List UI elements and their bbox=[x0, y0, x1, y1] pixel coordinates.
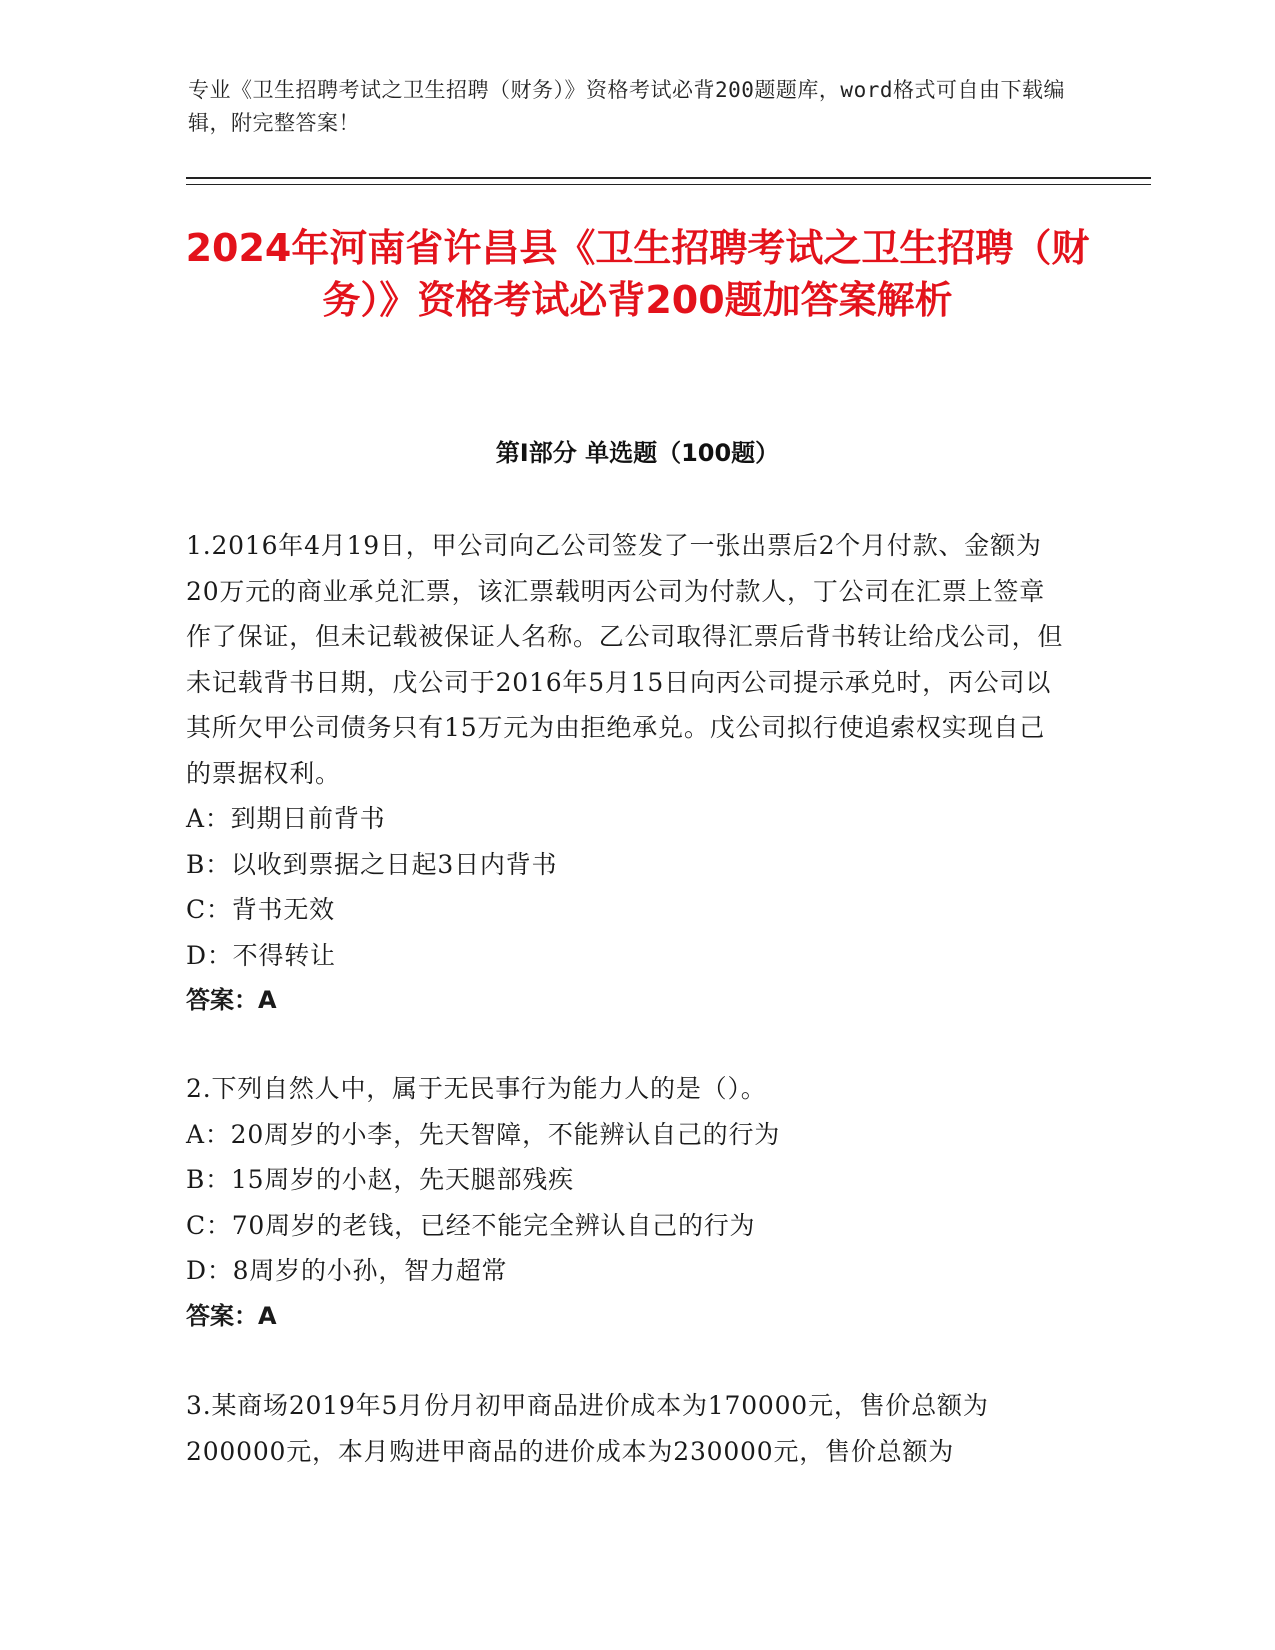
option-c: C：背书无效 bbox=[186, 895, 335, 924]
answer: 答案：A bbox=[186, 1301, 277, 1330]
question-3 bbox=[186, 1383, 1066, 1474]
header-divider bbox=[186, 177, 1151, 179]
option-a: A：20周岁的小李，先天智障，不能辨认自己的行为 bbox=[186, 1119, 781, 1149]
option-d: D：8周岁的小孙，智力超常 bbox=[186, 1256, 508, 1285]
section-title: 第I部分 单选题（100题） bbox=[495, 439, 780, 467]
option-a: A：到期日前背书 bbox=[186, 804, 386, 833]
option-d: D：不得转让 bbox=[186, 940, 336, 970]
answer: 答案：A bbox=[186, 986, 277, 1014]
question-1 bbox=[186, 523, 1066, 1024]
question-stem: 3.某商场2019年5月份月初甲商品进价成本为170000元，售价总额为200000元，本月购进甲商品的进价成本为230000元，售价总额为 bbox=[186, 1391, 989, 1466]
option-c: C：70周岁的老钱，已经不能完全辨认自己的行为 bbox=[186, 1210, 756, 1240]
question-2 bbox=[186, 1066, 1066, 1339]
question-stem: 1.2016年4月19日，甲公司向乙公司签发了一张出票后2个月付款、金额为20万元的商业承兑汇票，该汇票载明丙公司为付款人，丁公司在汇票上签章作了保证，但未记载被保证人名称。乙公司取得汇票后背书转让给戊公司，但未记载背书日期，戊公司于2016年5月15日向丙公司提示承兑时，丙公司以其所欠甲公司债务只有15万元为由拒绝承兑。戊公司拟行使追索权实现自己的票据权利。 bbox=[186, 531, 1064, 788]
document-title: 2024年河南省许昌县《卫生招聘考试之卫生招聘（财务）》资格考试必背200题加答案解析 bbox=[185, 226, 1090, 322]
header-note: 专业《卫生招聘考试之卫生招聘（财务）》资格考试必背200题题库，word格式可自由下载编辑，附完整答案！ bbox=[188, 78, 1065, 135]
option-b: B：以收到票据之日起3日内背书 bbox=[186, 849, 558, 879]
question-stem: 2.下列自然人中，属于无民事行为能力人的是（）。 bbox=[186, 1074, 767, 1103]
header-divider-thin bbox=[186, 184, 1151, 185]
option-b: B：15周岁的小赵，先天腿部残疾 bbox=[186, 1165, 574, 1194]
